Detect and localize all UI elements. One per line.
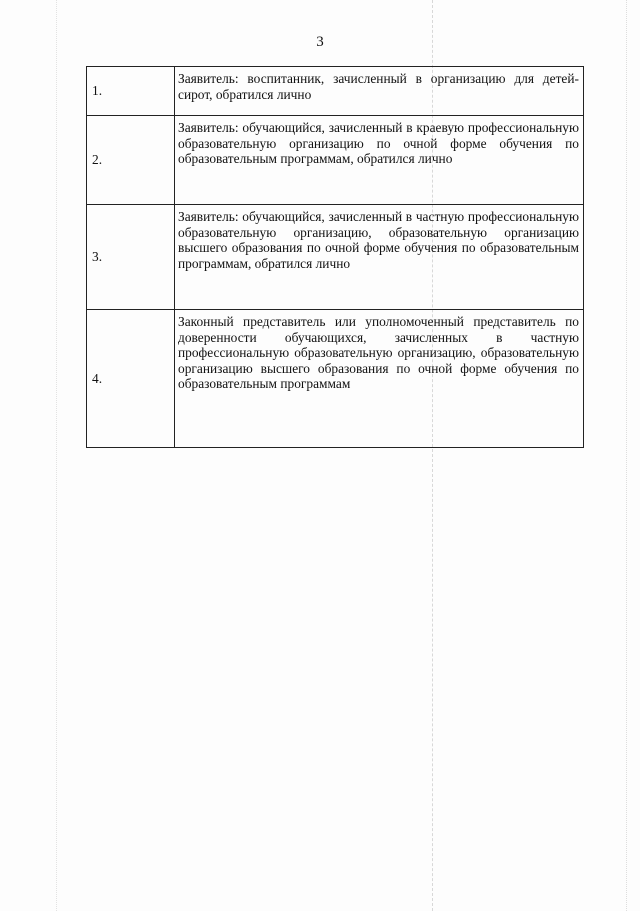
row-text xyxy=(175,310,584,448)
row-text-body: Заявитель: воспитанник, зачисленный в организацию для детей-сирот, обратился лично xyxy=(178,71,579,102)
table-row xyxy=(87,67,584,116)
row-number: 2. xyxy=(87,116,175,205)
row-number: 1. xyxy=(87,67,175,116)
row-number: 3. xyxy=(87,205,175,310)
table-row xyxy=(87,205,584,310)
table-row xyxy=(87,116,584,205)
table-row xyxy=(87,310,584,448)
row-text xyxy=(175,116,584,205)
applicants-table xyxy=(86,66,584,448)
scan-artifact-line xyxy=(56,0,57,911)
row-text-body: Заявитель: обучающийся, зачисленный в частную профессиональную образовательную организацию, образовательную организацию высшего образования по очной форме обучения по образовательным программам, обратился лично xyxy=(178,209,579,271)
row-text xyxy=(175,67,584,116)
page-number: 3 xyxy=(316,34,324,50)
scan-artifact-line xyxy=(626,0,627,911)
row-text xyxy=(175,205,584,310)
row-text-body: Законный представитель или уполномоченный представитель по доверенности обучающихся, зачисленных в частную профессиональную образовательную организацию, образовательную организацию высшего образования по очной форме обучения по образовательным программам xyxy=(178,314,579,391)
row-text-body: Заявитель: обучающийся, зачисленный в краевую профессиональную образовательную организацию по очной форме обучения по образовательным программам, обратился лично xyxy=(178,120,579,166)
row-number: 4. xyxy=(87,310,175,448)
